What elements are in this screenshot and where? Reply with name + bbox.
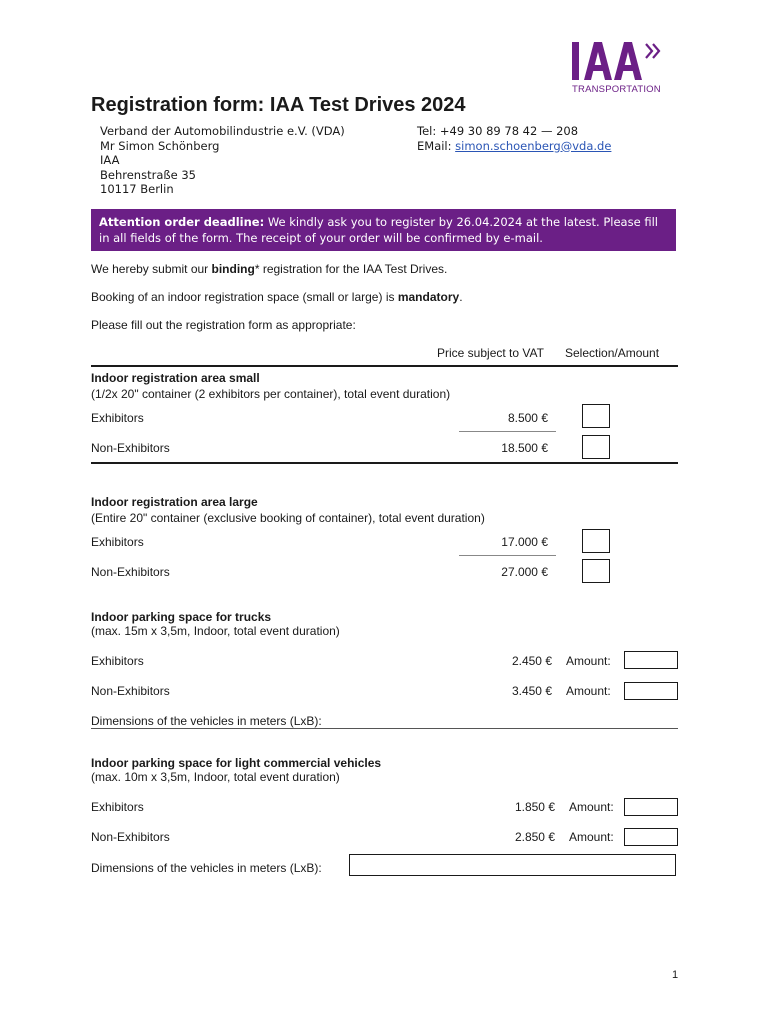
section-title: Indoor registration area small bbox=[91, 371, 260, 385]
row-price: 2.850 € bbox=[514, 830, 555, 844]
lcv-exhibitors-amount-input[interactable] bbox=[624, 798, 678, 816]
intro-bold: binding bbox=[211, 262, 255, 276]
row-label: Non-Exhibitors bbox=[91, 565, 170, 579]
intro-paragraph-3: Please fill out the registration form as appropriate: bbox=[91, 318, 356, 332]
address-line: IAA bbox=[100, 153, 120, 167]
address-block bbox=[100, 124, 345, 197]
address-line: Mr Simon Schönberg bbox=[100, 138, 220, 153]
row-price: 8.500 € bbox=[507, 411, 548, 425]
contact-block bbox=[417, 124, 611, 153]
deadline-banner bbox=[91, 209, 676, 251]
price-divider bbox=[459, 555, 556, 556]
intro-paragraph-1 bbox=[91, 262, 447, 276]
section-subtitle: (max. 10m x 3,5m, Indoor, total event duration) bbox=[91, 770, 340, 784]
header-rule bbox=[91, 365, 678, 367]
dimensions-label: Dimensions of the vehicles in meters (LxB): bbox=[91, 861, 322, 875]
banner-lead: Attention order deadline: bbox=[99, 215, 265, 229]
section-subtitle: (max. 15m x 3,5m, Indoor, total event duration) bbox=[91, 624, 340, 638]
row-label: Exhibitors bbox=[91, 800, 144, 814]
amount-label: Amount: bbox=[569, 830, 614, 844]
column-header-price: Price subject to VAT bbox=[437, 346, 544, 360]
intro-bold: mandatory bbox=[397, 290, 460, 304]
row-price: 27.000 € bbox=[501, 565, 548, 579]
page-number: 1 bbox=[672, 969, 679, 981]
section-subtitle: (Entire 20" container (exclusive booking of container), total event duration) bbox=[91, 511, 485, 525]
intro-text: . bbox=[459, 290, 463, 304]
trucks-non-exhibitors-amount-input[interactable] bbox=[624, 682, 678, 700]
small-exhibitors-checkbox[interactable] bbox=[582, 404, 610, 428]
iaa-transportation-logo bbox=[570, 40, 680, 98]
email-label: EMail: bbox=[417, 138, 456, 153]
amount-label: Amount: bbox=[566, 684, 611, 698]
logo-subtitle: TRANSPORTATION bbox=[572, 84, 661, 95]
row-price: 17.000 € bbox=[501, 535, 548, 549]
page-title: Registration form: IAA Test Drives 2024 bbox=[91, 94, 466, 116]
address-line: Verband der Automobilindustrie e.V. (VDA) bbox=[100, 124, 345, 138]
small-non-exhibitors-checkbox[interactable] bbox=[582, 435, 610, 459]
intro-text: * registration for the IAA Test Drives. bbox=[254, 262, 448, 276]
price-divider bbox=[459, 431, 556, 432]
row-price: 2.450 € bbox=[511, 654, 552, 668]
row-price: 18.500 € bbox=[501, 441, 548, 455]
section-title: Indoor parking space for light commercial vehicles bbox=[91, 756, 382, 770]
amount-label: Amount: bbox=[566, 654, 611, 668]
large-non-exhibitors-checkbox[interactable] bbox=[582, 559, 610, 583]
column-header-selection: Selection/Amount bbox=[565, 346, 660, 360]
address-line: Behrenstraße 35 bbox=[100, 167, 196, 182]
large-exhibitors-checkbox[interactable] bbox=[582, 529, 610, 553]
row-label: Exhibitors bbox=[91, 654, 144, 668]
row-label: Exhibitors bbox=[91, 535, 144, 549]
section-title: Indoor registration area large bbox=[91, 495, 258, 509]
section-title: Indoor parking space for trucks bbox=[91, 610, 272, 624]
row-label: Non-Exhibitors bbox=[91, 684, 170, 698]
trucks-exhibitors-amount-input[interactable] bbox=[624, 651, 678, 669]
intro-text: Booking of an indoor registration space (small or large) is bbox=[91, 290, 398, 304]
section-subtitle: (1/2x 20" container (2 exhibitors per container), total event duration) bbox=[91, 387, 451, 401]
row-price: 1.850 € bbox=[514, 800, 555, 814]
address-line: 10117 Berlin bbox=[100, 182, 174, 196]
amount-label: Amount: bbox=[569, 800, 614, 814]
lcv-dimensions-input[interactable] bbox=[349, 854, 676, 876]
banner-text: We kindly ask you to register by 26.04.2024 at the latest. Please fill in all fields of the form. The receipt of your order will be confirmed by e-mail. bbox=[99, 215, 658, 245]
email-line bbox=[417, 139, 611, 154]
intro-text: We hereby submit our bbox=[91, 262, 212, 276]
row-label: Non-Exhibitors bbox=[91, 830, 170, 844]
section-rule bbox=[91, 462, 678, 464]
row-price: 3.450 € bbox=[511, 684, 552, 698]
email-link[interactable]: simon.schoenberg@vda.de bbox=[455, 138, 612, 153]
row-label: Exhibitors bbox=[91, 411, 144, 425]
phone-number: Tel: +49 30 89 78 42 — 208 bbox=[417, 124, 579, 138]
row-label: Non-Exhibitors bbox=[91, 441, 170, 455]
trucks-dimensions-input-line[interactable] bbox=[91, 728, 678, 729]
iaa-logo-mark bbox=[570, 40, 680, 84]
lcv-non-exhibitors-amount-input[interactable] bbox=[624, 828, 678, 846]
intro-paragraph-2 bbox=[91, 290, 463, 304]
dimensions-label: Dimensions of the vehicles in meters (LxB): bbox=[91, 714, 322, 728]
